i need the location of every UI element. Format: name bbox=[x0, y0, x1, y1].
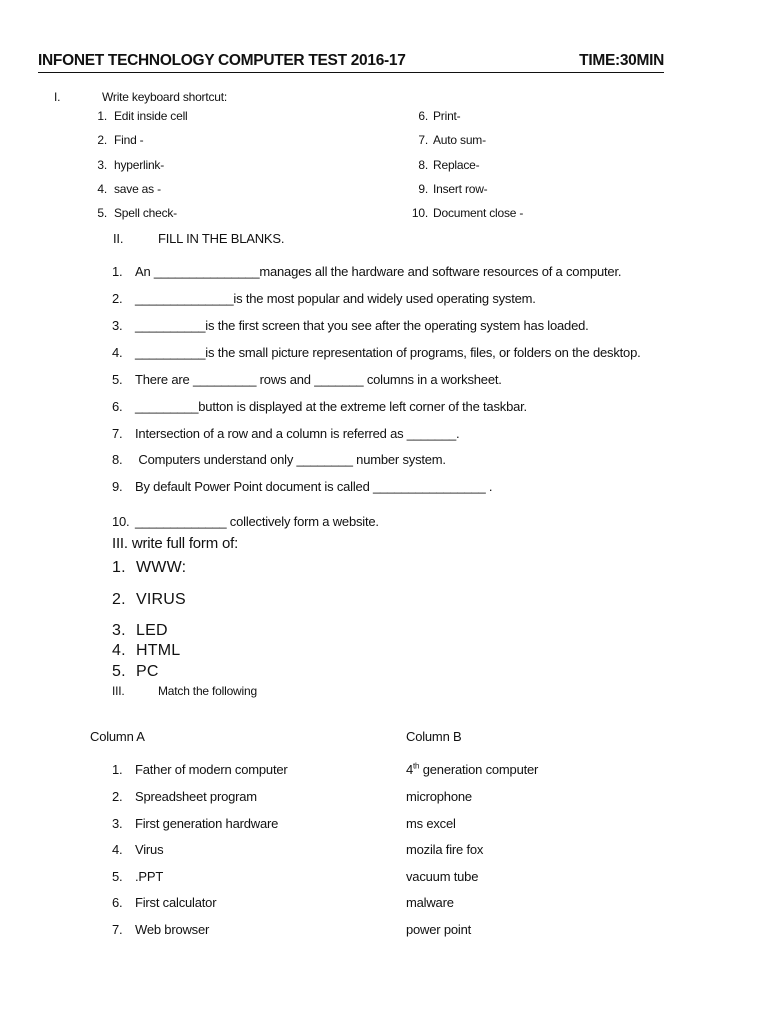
section-2-heading bbox=[113, 231, 284, 246]
shortcut-item: 2. Find - bbox=[97, 133, 144, 147]
fill-blank-item: 10. _____________ collectively form a website. bbox=[112, 514, 379, 529]
shortcut-item: 8. Replace- bbox=[418, 158, 480, 172]
shortcut-item: 10. Document close - bbox=[411, 206, 524, 220]
column-a-item: 1. Father of modern computer bbox=[112, 762, 288, 777]
column-a-item: 7. Web browser bbox=[112, 922, 210, 937]
section-title: Match the following bbox=[158, 684, 257, 698]
fill-blank-item: 6. _________button is displayed at the extreme left corner of the taskbar. bbox=[112, 399, 527, 414]
column-b-item: microphone bbox=[406, 789, 472, 804]
column-a-title: Column A bbox=[90, 729, 145, 744]
test-header bbox=[38, 52, 664, 73]
section-number: II. bbox=[113, 231, 124, 246]
section-3-heading: III. write full form of: bbox=[112, 535, 239, 552]
column-a-item: 5. .PPT bbox=[112, 869, 164, 884]
column-a-item: 4. Virus bbox=[112, 842, 164, 857]
fill-blank-item: 5. There are _________ rows and _______ columns in a worksheet. bbox=[112, 372, 502, 387]
column-b-item: vacuum tube bbox=[406, 869, 479, 884]
column-a-item: 2. Spreadsheet program bbox=[112, 789, 257, 804]
column-b-title: Column B bbox=[406, 729, 462, 744]
column-a-item: 3. First generation hardware bbox=[112, 816, 279, 831]
column-b-item: 4th generation computer bbox=[406, 761, 539, 777]
section-4-heading bbox=[112, 684, 257, 698]
full-form-item: 2. VIRUS bbox=[112, 591, 186, 608]
shortcut-item: 4. save as - bbox=[97, 182, 161, 196]
shortcut-item: 5. Spell check- bbox=[97, 206, 177, 220]
full-form-item: 5. PC bbox=[112, 663, 159, 680]
full-form-item: 4. HTML bbox=[112, 642, 181, 659]
fill-blank-item: 9. By default Power Point document is called ________________ . bbox=[112, 479, 493, 494]
shortcut-item: 6. Print- bbox=[418, 109, 461, 123]
shortcut-item: 3. hyperlink- bbox=[97, 158, 165, 172]
fill-blank-item: 7. Intersection of a row and a column is referred as _______. bbox=[112, 426, 460, 441]
section-title: FILL IN THE BLANKS. bbox=[158, 231, 285, 246]
section-1-heading bbox=[54, 90, 227, 104]
full-form-item: 1. WWW: bbox=[112, 559, 187, 576]
shortcut-item: 7. Auto sum- bbox=[418, 133, 486, 147]
column-a-item: 6. First calculator bbox=[112, 895, 217, 910]
fill-blank-item: 8. Computers understand only ________ number system. bbox=[112, 452, 446, 467]
page-title: INFONET TECHNOLOGY COMPUTER TEST 2016-17 bbox=[38, 52, 406, 69]
fill-blank-item: 3. __________is the first screen that you see after the operating system has loaded. bbox=[112, 318, 589, 333]
fill-blank-item: 1. An _______________manages all the hardware and software resources of a computer. bbox=[112, 264, 622, 279]
column-b-item: ms excel bbox=[406, 816, 456, 831]
section-number: I. bbox=[54, 90, 61, 104]
shortcut-item: 9. Insert row- bbox=[418, 182, 488, 196]
column-b-item: mozila fire fox bbox=[406, 842, 484, 857]
column-b-item: malware bbox=[406, 895, 454, 910]
time-limit: TIME:30MIN bbox=[579, 52, 664, 69]
section-number: III. bbox=[112, 684, 125, 698]
fill-blank-item: 2. ______________is the most popular and widely used operating system. bbox=[112, 291, 536, 306]
column-b-item: power point bbox=[406, 922, 472, 937]
full-form-item: 3. LED bbox=[112, 622, 168, 639]
fill-blank-item: 4. __________is the small picture representation of programs, files, or folders on the desktop. bbox=[112, 345, 641, 360]
section-title: Write keyboard shortcut: bbox=[102, 90, 228, 104]
shortcut-item: 1. Edit inside cell bbox=[97, 109, 188, 123]
